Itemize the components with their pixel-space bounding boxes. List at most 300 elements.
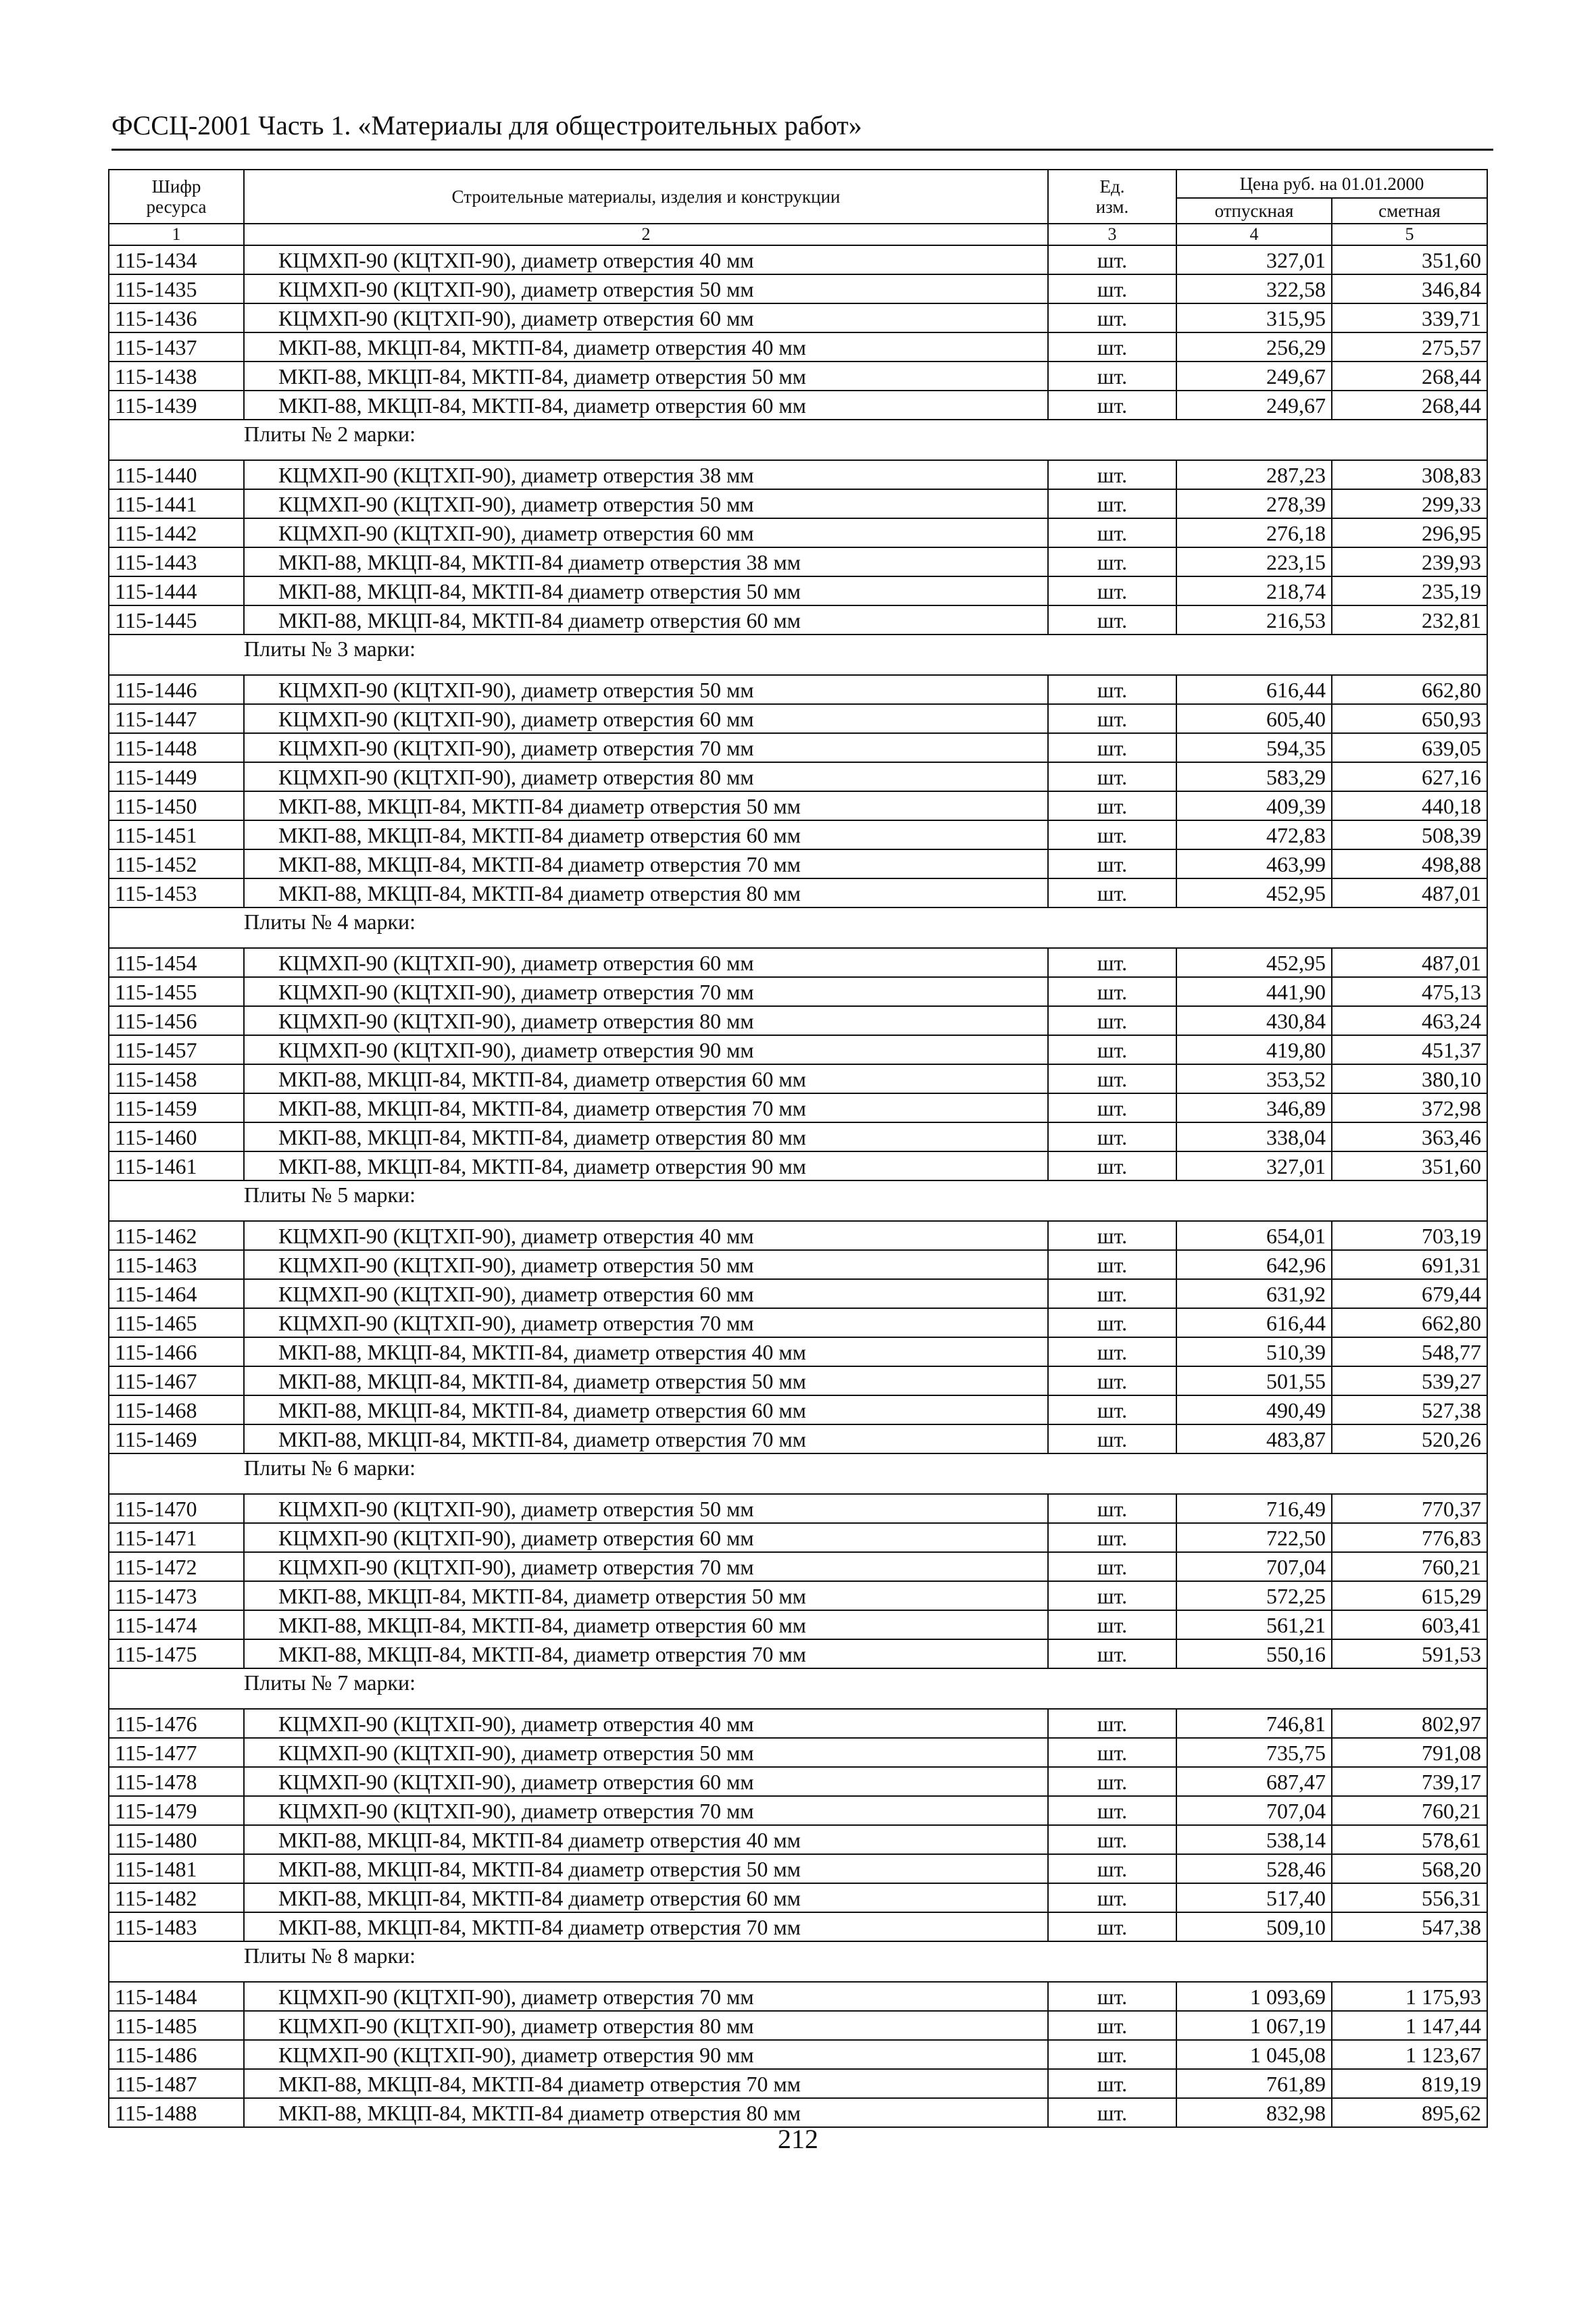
cell-name: МКП-88, МКЦП-84, МКТП-84 диаметр отверстия 50 мм	[244, 1854, 1048, 1883]
cell-release-price: 430,84	[1176, 1006, 1332, 1035]
cell-name: КЦМХП-90 (КЦТХП-90), диаметр отверстия 40 мм	[244, 245, 1048, 274]
cell-release-price: 216,53	[1176, 605, 1332, 634]
cell-code: 115-1486	[109, 2040, 244, 2069]
cell-release-price: 287,23	[1176, 460, 1332, 489]
cell-unit: шт.	[1048, 391, 1176, 420]
table-row	[109, 1122, 1487, 1151]
cell-estimate-price: 639,05	[1332, 733, 1487, 762]
cell-estimate-price: 363,46	[1332, 1122, 1487, 1151]
cell-code: 115-1460	[109, 1122, 244, 1151]
cell-estimate-price: 520,26	[1332, 1424, 1487, 1453]
cell-unit: шт.	[1048, 1825, 1176, 1854]
cell-release-price: 1 093,69	[1176, 1982, 1332, 2011]
cell-code: 115-1454	[109, 948, 244, 977]
cell-unit: шт.	[1048, 1581, 1176, 1610]
cell-code: 115-1467	[109, 1366, 244, 1395]
cell-name: КЦМХП-90 (КЦТХП-90), диаметр отверстия 60 мм	[244, 948, 1048, 977]
cell-unit: шт.	[1048, 274, 1176, 303]
cell-estimate-price: 548,77	[1332, 1337, 1487, 1366]
cell-estimate-price: 451,37	[1332, 1035, 1487, 1064]
table-row	[109, 2040, 1487, 2069]
cell-estimate-price: 440,18	[1332, 791, 1487, 820]
cell-code: 115-1437	[109, 332, 244, 362]
cell-release-price: 517,40	[1176, 1883, 1332, 1912]
section-code-cell	[109, 634, 244, 675]
cell-code: 115-1436	[109, 303, 244, 332]
cell-release-price: 746,81	[1176, 1709, 1332, 1738]
table-row	[109, 1738, 1487, 1767]
cell-name: МКП-88, МКЦП-84, МКТП-84, диаметр отверстия 40 мм	[244, 332, 1048, 362]
table-row	[109, 977, 1487, 1006]
cell-release-price: 472,83	[1176, 820, 1332, 849]
table-row	[109, 605, 1487, 634]
cell-estimate-price: 662,80	[1332, 1308, 1487, 1337]
cell-code: 115-1439	[109, 391, 244, 420]
cell-estimate-price: 691,31	[1332, 1250, 1487, 1279]
col-number: 5	[1332, 224, 1487, 245]
cell-code: 115-1469	[109, 1424, 244, 1453]
cell-estimate-price: 578,61	[1332, 1825, 1487, 1854]
cell-release-price: 528,46	[1176, 1854, 1332, 1883]
cell-estimate-price: 650,93	[1332, 704, 1487, 733]
cell-code: 115-1444	[109, 576, 244, 605]
cell-name: МКП-88, МКЦП-84, МКТП-84, диаметр отверстия 60 мм	[244, 391, 1048, 420]
cell-estimate-price: 339,71	[1332, 303, 1487, 332]
cell-release-price: 687,47	[1176, 1767, 1332, 1796]
cell-estimate-price: 275,57	[1332, 332, 1487, 362]
cell-release-price: 616,44	[1176, 675, 1332, 704]
cell-release-price: 322,58	[1176, 274, 1332, 303]
table-row	[109, 332, 1487, 362]
cell-unit: шт.	[1048, 1006, 1176, 1035]
cell-name: МКП-88, МКЦП-84, МКТП-84 диаметр отверстия 60 мм	[244, 605, 1048, 634]
cell-code: 115-1450	[109, 791, 244, 820]
section-code-cell	[109, 1453, 244, 1494]
cell-name: МКП-88, МКЦП-84, МКТП-84, диаметр отверстия 60 мм	[244, 1610, 1048, 1639]
cell-unit: шт.	[1048, 1854, 1176, 1883]
table-row	[109, 1337, 1487, 1366]
cell-release-price: 327,01	[1176, 245, 1332, 274]
table-row	[109, 518, 1487, 547]
cell-release-price: 409,39	[1176, 791, 1332, 820]
cell-unit: шт.	[1048, 820, 1176, 849]
section-title: Плиты № 5 марки:	[244, 1180, 1487, 1221]
col-header-price-group: Цена руб. на 01.01.2000	[1176, 170, 1487, 198]
cell-code: 115-1461	[109, 1151, 244, 1180]
cell-estimate-price: 351,60	[1332, 1151, 1487, 1180]
cell-unit: шт.	[1048, 704, 1176, 733]
cell-unit: шт.	[1048, 675, 1176, 704]
cell-unit: шт.	[1048, 1883, 1176, 1912]
cell-code: 115-1465	[109, 1308, 244, 1337]
cell-name: КЦМХП-90 (КЦТХП-90), диаметр отверстия 90 мм	[244, 1035, 1048, 1064]
section-title: Плиты № 8 марки:	[244, 1941, 1487, 1982]
cell-estimate-price: 679,44	[1332, 1279, 1487, 1308]
cell-estimate-price: 627,16	[1332, 762, 1487, 791]
cell-unit: шт.	[1048, 1093, 1176, 1122]
table-row	[109, 704, 1487, 733]
cell-estimate-price: 760,21	[1332, 1796, 1487, 1825]
table-row	[109, 1912, 1487, 1941]
cell-name: МКП-88, МКЦП-84, МКТП-84, диаметр отверстия 60 мм	[244, 1395, 1048, 1424]
table-row	[109, 2069, 1487, 2098]
cell-release-price: 315,95	[1176, 303, 1332, 332]
table-row	[109, 245, 1487, 274]
table-row	[109, 762, 1487, 791]
cell-estimate-price: 380,10	[1332, 1064, 1487, 1093]
cell-estimate-price: 539,27	[1332, 1366, 1487, 1395]
cell-code: 115-1445	[109, 605, 244, 634]
cell-release-price: 572,25	[1176, 1581, 1332, 1610]
cell-unit: шт.	[1048, 1308, 1176, 1337]
cell-release-price: 1 045,08	[1176, 2040, 1332, 2069]
cell-unit: шт.	[1048, 791, 1176, 820]
cell-code: 115-1447	[109, 704, 244, 733]
cell-unit: шт.	[1048, 332, 1176, 362]
cell-name: МКП-88, МКЦП-84, МКТП-84 диаметр отверстия 80 мм	[244, 2098, 1048, 2127]
section-code-cell	[109, 1180, 244, 1221]
cell-name: КЦМХП-90 (КЦТХП-90), диаметр отверстия 60 мм	[244, 518, 1048, 547]
cell-release-price: 538,14	[1176, 1825, 1332, 1854]
cell-estimate-price: 498,88	[1332, 849, 1487, 878]
cell-name: МКП-88, МКЦП-84, МКТП-84 диаметр отверстия 80 мм	[244, 878, 1048, 907]
cell-code: 115-1485	[109, 2011, 244, 2040]
cell-code: 115-1453	[109, 878, 244, 907]
cell-name: КЦМХП-90 (КЦТХП-90), диаметр отверстия 60 мм	[244, 1767, 1048, 1796]
cell-name: МКП-88, МКЦП-84, МКТП-84, диаметр отверстия 70 мм	[244, 1639, 1048, 1668]
cell-code: 115-1446	[109, 675, 244, 704]
cell-unit: шт.	[1048, 547, 1176, 576]
cell-code: 115-1452	[109, 849, 244, 878]
table-row	[109, 948, 1487, 977]
cell-name: МКП-88, МКЦП-84, МКТП-84, диаметр отверстия 50 мм	[244, 1366, 1048, 1395]
cell-release-price: 594,35	[1176, 733, 1332, 762]
table-row	[109, 1221, 1487, 1250]
cell-release-price: 276,18	[1176, 518, 1332, 547]
section-title: Плиты № 4 марки:	[244, 907, 1487, 948]
cell-estimate-price: 662,80	[1332, 675, 1487, 704]
cell-release-price: 616,44	[1176, 1308, 1332, 1337]
cell-unit: шт.	[1048, 1767, 1176, 1796]
table-row	[109, 391, 1487, 420]
table-row	[109, 878, 1487, 907]
cell-estimate-price: 235,19	[1332, 576, 1487, 605]
cell-unit: шт.	[1048, 1035, 1176, 1064]
cell-release-price: 1 067,19	[1176, 2011, 1332, 2040]
cell-name: КЦМХП-90 (КЦТХП-90), диаметр отверстия 70 мм	[244, 1308, 1048, 1337]
cell-release-price: 249,67	[1176, 391, 1332, 420]
table-row	[109, 362, 1487, 391]
cell-name: КЦМХП-90 (КЦТХП-90), диаметр отверстия 80 мм	[244, 2011, 1048, 2040]
cell-name: КЦМХП-90 (КЦТХП-90), диаметр отверстия 70 мм	[244, 977, 1048, 1006]
cell-unit: шт.	[1048, 1982, 1176, 2011]
cell-name: КЦМХП-90 (КЦТХП-90), диаметр отверстия 40 мм	[244, 1709, 1048, 1738]
cell-code: 115-1434	[109, 245, 244, 274]
cell-release-price: 510,39	[1176, 1337, 1332, 1366]
table-row	[109, 1279, 1487, 1308]
cell-unit: шт.	[1048, 362, 1176, 391]
cell-estimate-price: 475,13	[1332, 977, 1487, 1006]
cell-unit: шт.	[1048, 1151, 1176, 1180]
cell-unit: шт.	[1048, 1523, 1176, 1552]
cell-name: КЦМХП-90 (КЦТХП-90), диаметр отверстия 50 мм	[244, 489, 1048, 518]
cell-estimate-price: 296,95	[1332, 518, 1487, 547]
table-row	[109, 1523, 1487, 1552]
table-row	[109, 547, 1487, 576]
cell-release-price: 501,55	[1176, 1366, 1332, 1395]
cell-name: МКП-88, МКЦП-84, МКТП-84 диаметр отверстия 70 мм	[244, 1912, 1048, 1941]
table-row	[109, 1796, 1487, 1825]
cell-release-price: 550,16	[1176, 1639, 1332, 1668]
cell-estimate-price: 591,53	[1332, 1639, 1487, 1668]
cell-code: 115-1472	[109, 1552, 244, 1581]
cell-release-price: 353,52	[1176, 1064, 1332, 1093]
cell-name: МКП-88, МКЦП-84, МКТП-84, диаметр отверстия 70 мм	[244, 1424, 1048, 1453]
cell-code: 115-1455	[109, 977, 244, 1006]
table-row	[109, 1093, 1487, 1122]
cell-estimate-price: 791,08	[1332, 1738, 1487, 1767]
table-row	[109, 1709, 1487, 1738]
cell-estimate-price: 487,01	[1332, 878, 1487, 907]
cell-estimate-price: 508,39	[1332, 820, 1487, 849]
cell-estimate-price: 351,60	[1332, 245, 1487, 274]
cell-name: МКП-88, МКЦП-84, МКТП-84, диаметр отверстия 50 мм	[244, 362, 1048, 391]
cell-estimate-price: 1 175,93	[1332, 1982, 1487, 2011]
table-row	[109, 791, 1487, 820]
table-row	[109, 2011, 1487, 2040]
cell-code: 115-1448	[109, 733, 244, 762]
cell-code: 115-1458	[109, 1064, 244, 1093]
cell-unit: шт.	[1048, 2069, 1176, 2098]
cell-estimate-price: 895,62	[1332, 2098, 1487, 2127]
cell-code: 115-1462	[109, 1221, 244, 1250]
table-row	[109, 1854, 1487, 1883]
cell-unit: шт.	[1048, 762, 1176, 791]
cell-unit: шт.	[1048, 1366, 1176, 1395]
col-number-row	[109, 224, 1487, 245]
document-header: ФССЦ-2001 Часть 1. «Материалы для общестроительных работ»	[111, 109, 1493, 151]
cell-name: МКП-88, МКЦП-84, МКТП-84 диаметр отверстия 50 мм	[244, 791, 1048, 820]
table-row	[109, 576, 1487, 605]
cell-release-price: 483,87	[1176, 1424, 1332, 1453]
cell-code: 115-1471	[109, 1523, 244, 1552]
cell-estimate-price: 268,44	[1332, 391, 1487, 420]
cell-release-price: 761,89	[1176, 2069, 1332, 2098]
cell-estimate-price: 463,24	[1332, 1006, 1487, 1035]
cell-code: 115-1473	[109, 1581, 244, 1610]
cell-release-price: 338,04	[1176, 1122, 1332, 1151]
cell-unit: шт.	[1048, 2098, 1176, 2127]
cell-name: КЦМХП-90 (КЦТХП-90), диаметр отверстия 80 мм	[244, 762, 1048, 791]
section-row	[109, 1941, 1487, 1982]
cell-name: КЦМХП-90 (КЦТХП-90), диаметр отверстия 90 мм	[244, 2040, 1048, 2069]
cell-release-price: 249,67	[1176, 362, 1332, 391]
cell-release-price: 509,10	[1176, 1912, 1332, 1941]
section-title: Плиты № 7 марки:	[244, 1668, 1487, 1709]
cell-name: МКП-88, МКЦП-84, МКТП-84, диаметр отверстия 70 мм	[244, 1093, 1048, 1122]
cell-code: 115-1466	[109, 1337, 244, 1366]
table-row	[109, 1494, 1487, 1523]
cell-name: КЦМХП-90 (КЦТХП-90), диаметр отверстия 70 мм	[244, 1552, 1048, 1581]
table-row	[109, 1610, 1487, 1639]
cell-release-price: 490,49	[1176, 1395, 1332, 1424]
table-row	[109, 1366, 1487, 1395]
col-number: 2	[244, 224, 1048, 245]
cell-code: 115-1441	[109, 489, 244, 518]
cell-name: МКП-88, МКЦП-84, МКТП-84 диаметр отверстия 38 мм	[244, 547, 1048, 576]
cell-estimate-price: 372,98	[1332, 1093, 1487, 1122]
cell-unit: шт.	[1048, 2040, 1176, 2069]
cell-estimate-price: 802,97	[1332, 1709, 1487, 1738]
cell-release-price: 654,01	[1176, 1221, 1332, 1250]
cell-release-price: 832,98	[1176, 2098, 1332, 2127]
col-number: 1	[109, 224, 244, 245]
cell-release-price: 419,80	[1176, 1035, 1332, 1064]
section-code-cell	[109, 1941, 244, 1982]
cell-name: КЦМХП-90 (КЦТХП-90), диаметр отверстия 50 мм	[244, 675, 1048, 704]
col-header-unit: Ед. изм.	[1048, 170, 1176, 224]
col-number: 3	[1048, 224, 1176, 245]
cell-unit: шт.	[1048, 1122, 1176, 1151]
table-row	[109, 675, 1487, 704]
table-row	[109, 1308, 1487, 1337]
cell-code: 115-1443	[109, 547, 244, 576]
cell-release-price: 452,95	[1176, 948, 1332, 977]
cell-name: МКП-88, МКЦП-84, МКТП-84, диаметр отверстия 60 мм	[244, 1064, 1048, 1093]
cell-estimate-price: 239,93	[1332, 547, 1487, 576]
cell-code: 115-1468	[109, 1395, 244, 1424]
cell-name: КЦМХП-90 (КЦТХП-90), диаметр отверстия 80 мм	[244, 1006, 1048, 1035]
cell-code: 115-1435	[109, 274, 244, 303]
cell-unit: шт.	[1048, 977, 1176, 1006]
table-row	[109, 1006, 1487, 1035]
cell-code: 115-1449	[109, 762, 244, 791]
cell-code: 115-1480	[109, 1825, 244, 1854]
cell-code: 115-1440	[109, 460, 244, 489]
cell-name: МКП-88, МКЦП-84, МКТП-84 диаметр отверстия 60 мм	[244, 820, 1048, 849]
cell-estimate-price: 1 147,44	[1332, 2011, 1487, 2040]
table-row	[109, 1982, 1487, 2011]
cell-name: МКП-88, МКЦП-84, МКТП-84, диаметр отверстия 90 мм	[244, 1151, 1048, 1180]
table-row	[109, 1767, 1487, 1796]
cell-code: 115-1438	[109, 362, 244, 391]
section-title: Плиты № 2 марки:	[244, 420, 1487, 460]
cell-release-price: 735,75	[1176, 1738, 1332, 1767]
cell-estimate-price: 346,84	[1332, 274, 1487, 303]
col-header-estimate: сметная	[1332, 198, 1487, 224]
cell-estimate-price: 556,31	[1332, 1883, 1487, 1912]
cell-unit: шт.	[1048, 1279, 1176, 1308]
cell-unit: шт.	[1048, 245, 1176, 274]
cell-unit: шт.	[1048, 2011, 1176, 2040]
cell-release-price: 327,01	[1176, 1151, 1332, 1180]
table-row	[109, 733, 1487, 762]
cell-name: КЦМХП-90 (КЦТХП-90), диаметр отверстия 60 мм	[244, 1279, 1048, 1308]
cell-unit: шт.	[1048, 948, 1176, 977]
cell-unit: шт.	[1048, 878, 1176, 907]
cell-estimate-price: 299,33	[1332, 489, 1487, 518]
cell-unit: шт.	[1048, 1610, 1176, 1639]
table-row	[109, 460, 1487, 489]
cell-name: МКП-88, МКЦП-84, МКТП-84 диаметр отверстия 40 мм	[244, 1825, 1048, 1854]
cell-code: 115-1474	[109, 1610, 244, 1639]
cell-release-price: 583,29	[1176, 762, 1332, 791]
cell-unit: шт.	[1048, 1709, 1176, 1738]
table-row	[109, 1395, 1487, 1424]
cell-unit: шт.	[1048, 576, 1176, 605]
cell-estimate-price: 527,38	[1332, 1395, 1487, 1424]
section-row	[109, 1180, 1487, 1221]
section-row	[109, 907, 1487, 948]
price-table	[108, 169, 1488, 2128]
cell-unit: шт.	[1048, 1337, 1176, 1366]
section-title: Плиты № 3 марки:	[244, 634, 1487, 675]
cell-code: 115-1487	[109, 2069, 244, 2098]
cell-code: 115-1451	[109, 820, 244, 849]
cell-code: 115-1488	[109, 2098, 244, 2127]
cell-release-price: 452,95	[1176, 878, 1332, 907]
table-row	[109, 489, 1487, 518]
cell-name: МКП-88, МКЦП-84, МКТП-84 диаметр отверстия 70 мм	[244, 849, 1048, 878]
cell-name: КЦМХП-90 (КЦТХП-90), диаметр отверстия 60 мм	[244, 303, 1048, 332]
cell-name: МКП-88, МКЦП-84, МКТП-84, диаметр отверстия 40 мм	[244, 1337, 1048, 1366]
table-row	[109, 1825, 1487, 1854]
cell-estimate-price: 568,20	[1332, 1854, 1487, 1883]
cell-estimate-price: 776,83	[1332, 1523, 1487, 1552]
col-number: 4	[1176, 224, 1332, 245]
cell-unit: шт.	[1048, 1552, 1176, 1581]
cell-unit: шт.	[1048, 1395, 1176, 1424]
table-row	[109, 1064, 1487, 1093]
cell-unit: шт.	[1048, 605, 1176, 634]
cell-release-price: 631,92	[1176, 1279, 1332, 1308]
cell-name: МКП-88, МКЦП-84, МКТП-84, диаметр отверстия 80 мм	[244, 1122, 1048, 1151]
col-header-code: Шифр ресурса	[109, 170, 244, 224]
cell-name: КЦМХП-90 (КЦТХП-90), диаметр отверстия 38 мм	[244, 460, 1048, 489]
cell-estimate-price: 760,21	[1332, 1552, 1487, 1581]
section-row	[109, 1453, 1487, 1494]
page-number: 212	[778, 2124, 818, 2154]
cell-name: МКП-88, МКЦП-84, МКТП-84 диаметр отверстия 70 мм	[244, 2069, 1048, 2098]
cell-code: 115-1478	[109, 1767, 244, 1796]
cell-release-price: 218,74	[1176, 576, 1332, 605]
cell-release-price: 223,15	[1176, 547, 1332, 576]
cell-unit: шт.	[1048, 1639, 1176, 1668]
cell-release-price: 716,49	[1176, 1494, 1332, 1523]
cell-name: МКП-88, МКЦП-84, МКТП-84 диаметр отверстия 50 мм	[244, 576, 1048, 605]
table-row	[109, 849, 1487, 878]
cell-release-price: 642,96	[1176, 1250, 1332, 1279]
cell-estimate-price: 1 123,67	[1332, 2040, 1487, 2069]
cell-release-price: 463,99	[1176, 849, 1332, 878]
section-title: Плиты № 6 марки:	[244, 1453, 1487, 1494]
cell-code: 115-1483	[109, 1912, 244, 1941]
cell-name: КЦМХП-90 (КЦТХП-90), диаметр отверстия 50 мм	[244, 1738, 1048, 1767]
cell-code: 115-1477	[109, 1738, 244, 1767]
cell-unit: шт.	[1048, 460, 1176, 489]
cell-release-price: 707,04	[1176, 1796, 1332, 1825]
cell-code: 115-1476	[109, 1709, 244, 1738]
table-row	[109, 820, 1487, 849]
cell-release-price: 346,89	[1176, 1093, 1332, 1122]
cell-unit: шт.	[1048, 1064, 1176, 1093]
cell-code: 115-1475	[109, 1639, 244, 1668]
section-row	[109, 634, 1487, 675]
cell-unit: шт.	[1048, 849, 1176, 878]
cell-unit: шт.	[1048, 1494, 1176, 1523]
col-header-name: Строительные материалы, изделия и конструкции	[244, 170, 1048, 224]
section-code-cell	[109, 907, 244, 948]
